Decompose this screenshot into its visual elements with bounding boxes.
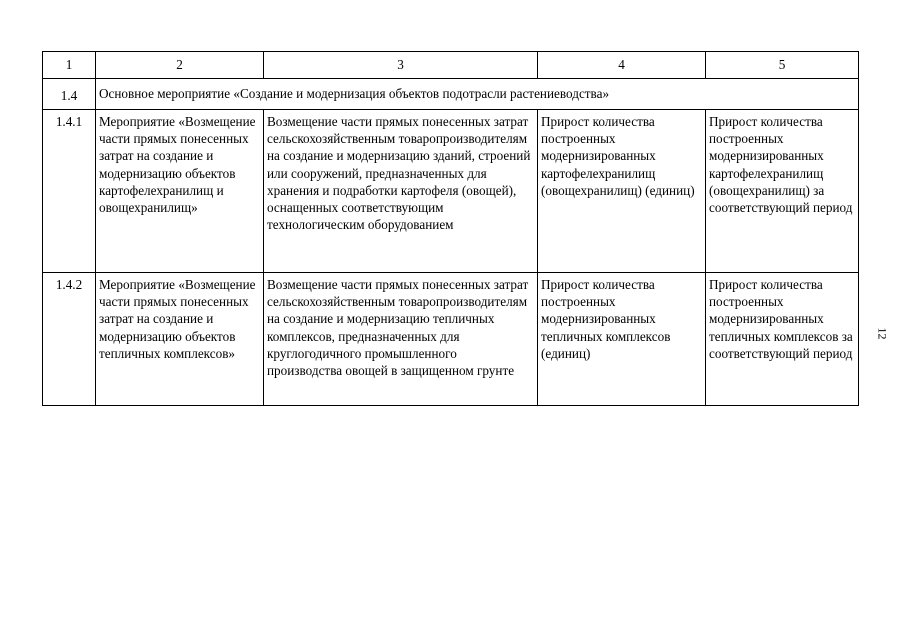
section-row	[43, 79, 859, 110]
row-event: Мероприятие «Возмещение части прямых понесенных затрат на создание и модернизацию объектов тепличных комплексов»	[96, 273, 264, 406]
row-indicator: Прирост количества построенных модернизированных тепличных комплексов (единиц)	[538, 273, 706, 406]
column-number-2: 2	[96, 52, 264, 79]
row-result: Прирост количества построенных модернизированных картофелехранилищ (овощехранилищ) за соответствующий период	[706, 110, 859, 273]
measures-table	[42, 51, 859, 406]
column-number-5: 5	[706, 52, 859, 79]
row-number: 1.4.1	[43, 110, 96, 273]
row-indicator: Прирост количества построенных модернизированных картофелехранилищ (овощехранилищ) (единиц)	[538, 110, 706, 273]
column-number-3: 3	[264, 52, 538, 79]
row-description: Возмещение части прямых понесенных затрат сельскохозяйственным товаропроизводителям на создание и модернизацию тепличных комплексов, предназначенных для круглогодичного промышленного производства овощей в защищенном грунте	[264, 273, 538, 406]
column-number-1: 1	[43, 52, 96, 79]
table-row	[43, 273, 859, 406]
section-number: 1.4	[43, 79, 96, 110]
table-header-row	[43, 52, 859, 79]
section-title: Основное мероприятие «Создание и модернизация объектов подотрасли растениеводства»	[96, 79, 859, 110]
row-result: Прирост количества построенных модернизированных тепличных комплексов за соответствующий период	[706, 273, 859, 406]
table-row	[43, 110, 859, 273]
row-description: Возмещение части прямых понесенных затрат сельскохозяйственным товаропроизводителям на создание и модернизацию зданий, строений или сооружений, предназначенных для хранения и подработки картофеля (овощей), оснащенных соответствующим технологическим оборудованием	[264, 110, 538, 273]
row-number: 1.4.2	[43, 273, 96, 406]
row-event: Мероприятие «Возмещение части прямых понесенных затрат на создание и модернизацию объектов картофелехранилищ и овощехранилищ»	[96, 110, 264, 273]
page-number: 12	[875, 327, 890, 340]
column-number-4: 4	[538, 52, 706, 79]
document-page	[42, 51, 858, 406]
